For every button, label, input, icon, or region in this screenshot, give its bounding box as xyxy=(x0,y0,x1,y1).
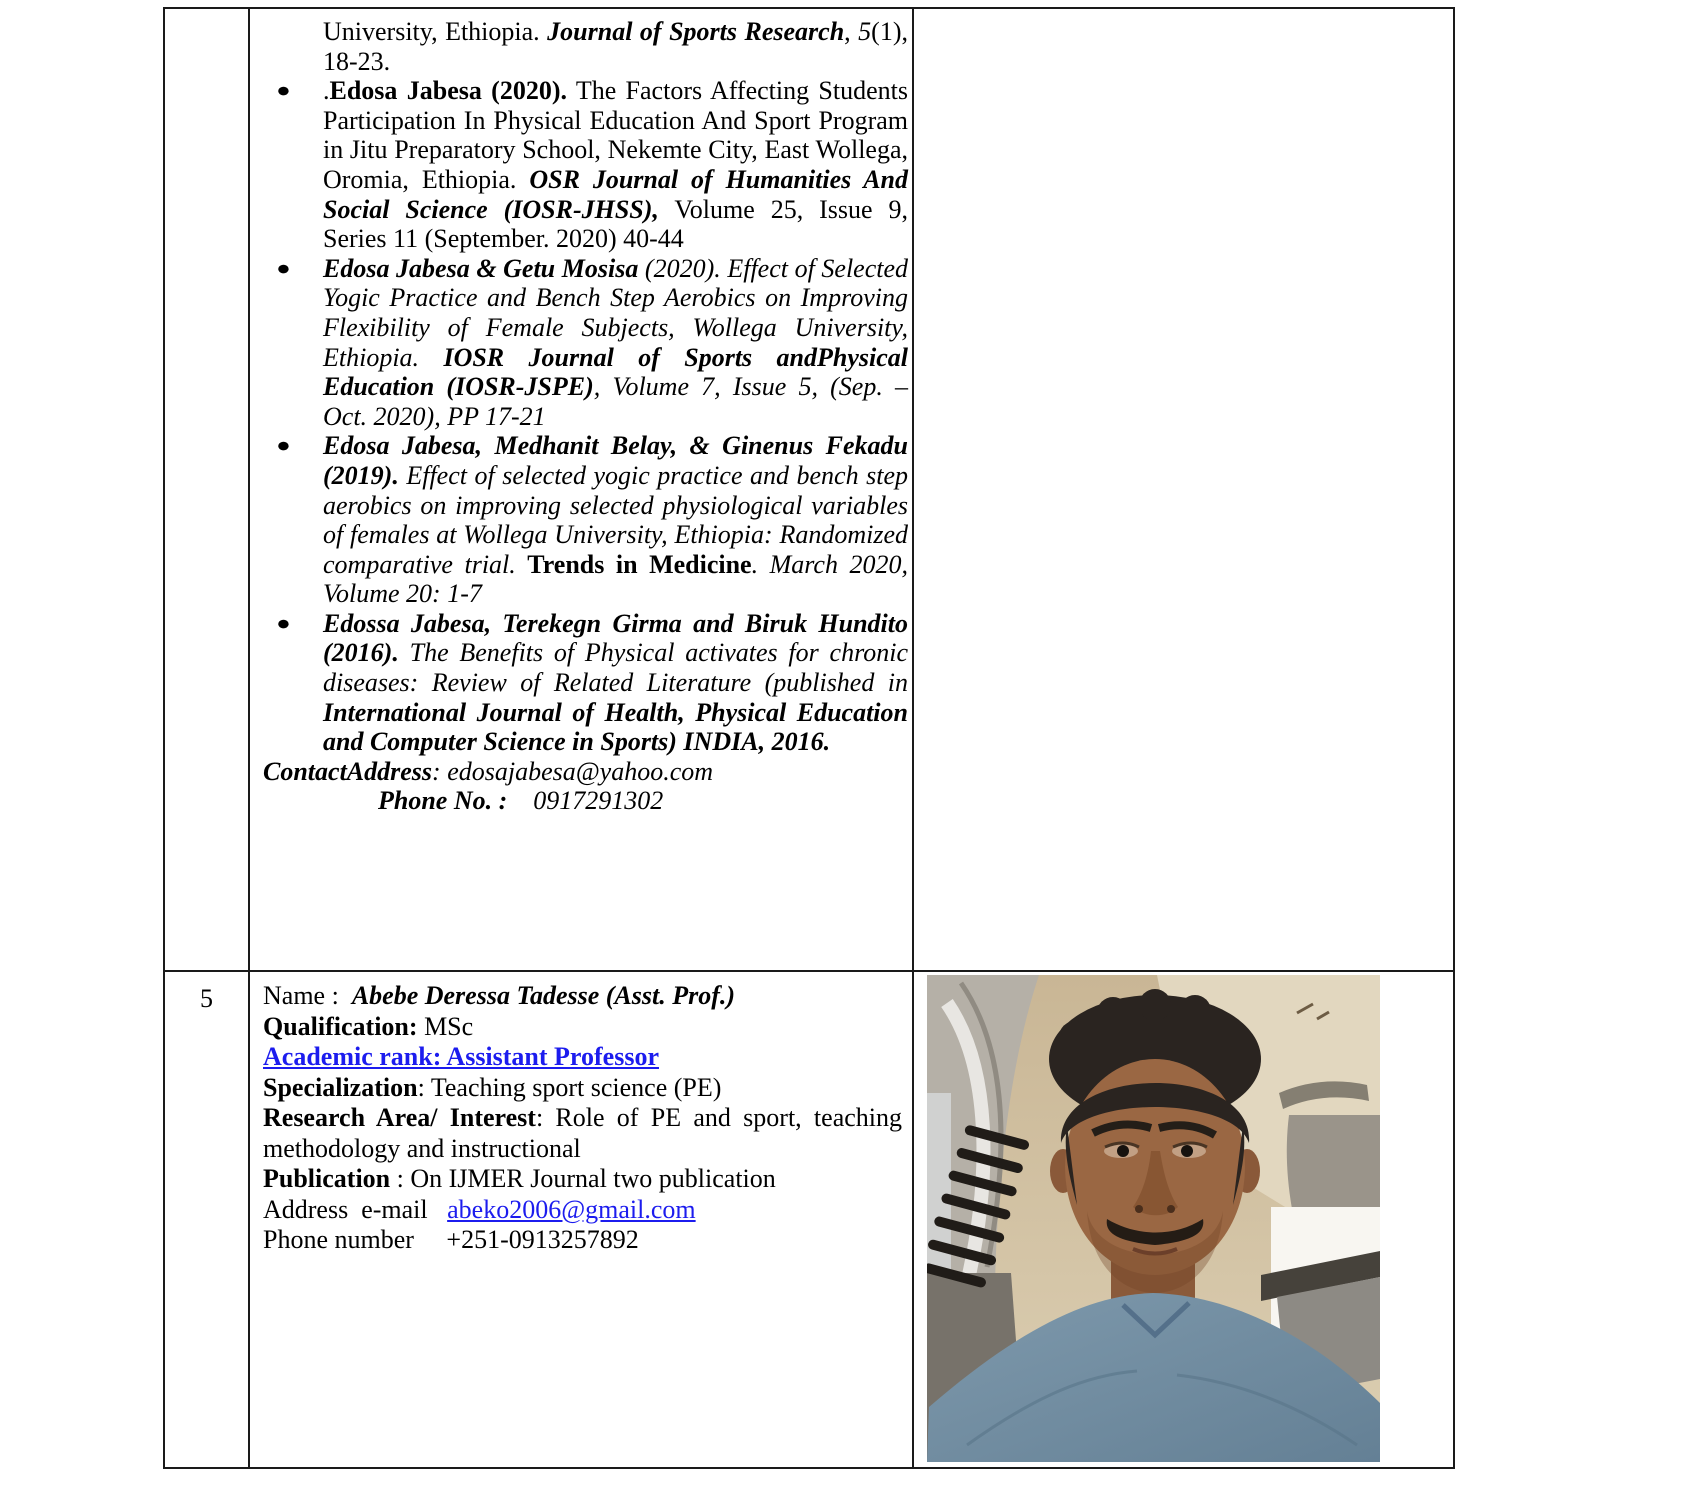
publications-cell xyxy=(250,9,914,972)
publications-list xyxy=(250,76,912,757)
publication-item xyxy=(271,608,908,757)
citation-continuation: University, Ethiopia. Journal of Sports Research, 5(1), 18-23. xyxy=(323,17,908,76)
publication-text: Edosa Jabesa, Medhanit Belay, & Ginenus Fekadu (2019). Effect of selected yogic practice and bench step aerobics on improving selected physiological variables of females at Wollega University, Ethiopia: Randomized comparative trial. Trends in Medicine. March 2020, Volume 20: 1-7 xyxy=(323,431,908,609)
publication-item xyxy=(271,76,909,254)
bullet-icon: ● xyxy=(271,77,295,103)
bullet-icon: ● xyxy=(271,432,295,459)
publication-item xyxy=(271,253,909,432)
row-number-cell-empty xyxy=(165,9,250,972)
bullet-icon: ● xyxy=(271,255,295,281)
research-area-line: Research Area/ Interest: Role of PE and sport, teaching methodology and instructional xyxy=(263,1103,903,1163)
academic-rank-line xyxy=(263,1042,904,1073)
publications-block xyxy=(250,9,912,816)
photo-cell-empty xyxy=(914,9,1453,972)
photo-cell xyxy=(914,972,1453,1467)
portrait-photo-art xyxy=(927,975,1380,1462)
qualification-line: Qualification: MSc xyxy=(263,1011,474,1041)
publication-item xyxy=(271,431,908,609)
phone-line: Phone number +251-0913257892 xyxy=(263,1225,639,1254)
publication-text: Edossa Jabesa, Terekegn Girma and Biruk Hundito (2016). The Benefits of Physical activates for chronic diseases: Review of Related Literature (published in International Journal of Health, Physical Education and Computer Science in Sports) INDIA, 2016. xyxy=(323,608,908,757)
contact-phone-line: Phone No. : 0917291302 xyxy=(378,786,664,816)
specialization-line: Specialization: Teaching sport science (PE) xyxy=(263,1072,722,1102)
portrait-photo xyxy=(914,972,1453,1462)
bullet-icon: ● xyxy=(271,610,295,636)
academic-rank-link[interactable]: Academic rank: Assistant Professor xyxy=(263,1042,659,1071)
row-index: 5 xyxy=(200,984,213,1013)
publication-text: Edosa Jabesa & Getu Mosisa (2020). Effect of Selected Yogic Practice and Bench Step Aerobics on Improving Flexibility of Female Subjects, Wollega University, Ethiopia. IOSR Journal of Sports andPhysical Education (IOSR-JSPE), Volume 7, Issue 5, (Sep. – Oct. 2020), PP 17-21 xyxy=(323,253,909,431)
publication-line: Publication : On IJMER Journal two publication xyxy=(263,1164,776,1193)
email-link[interactable]: abeko2006@gmail.com xyxy=(447,1194,696,1224)
row-number-cell xyxy=(165,972,250,1467)
publication-text: .Edosa Jabesa (2020). The Factors Affecting Students Participation In Physical Education And Sport Program in Jitu Preparatory School, Nekemte City, East Wollega, Oromia, Ethiopia. OSR Journal of Humanities And Social Science (IOSR-JHSS), Volume 25, Issue 9, Series 11 (September. 2020) 40-44 xyxy=(323,76,909,254)
contact-address-line: ContactAddress: edosajabesa@yahoo.com xyxy=(263,756,714,786)
faculty-table xyxy=(163,7,1455,1469)
profile-cell xyxy=(250,972,914,1467)
profile-block xyxy=(250,972,912,1256)
email-line: Address e-mail abeko2006@gmail.com xyxy=(263,1194,696,1224)
name-line: Name : Abebe Deressa Tadesse (Asst. Prof.) xyxy=(263,981,736,1010)
